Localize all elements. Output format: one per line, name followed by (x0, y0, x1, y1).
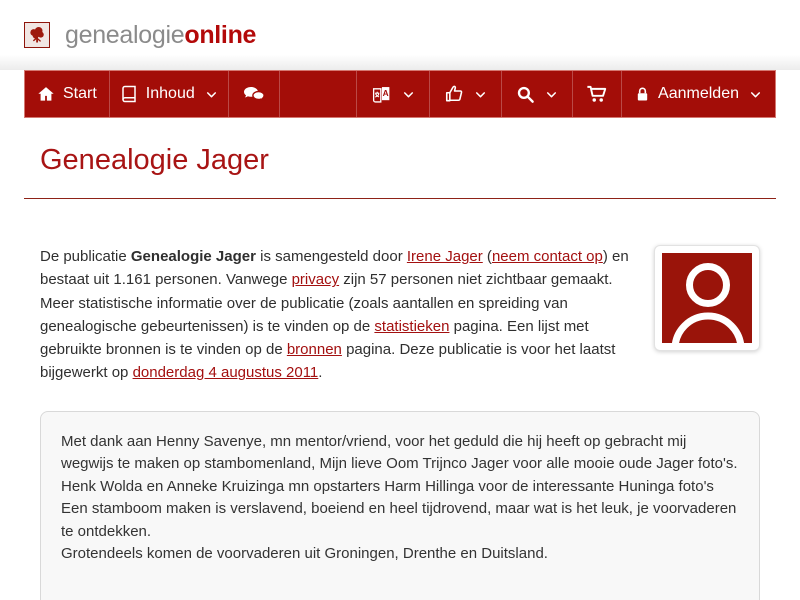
inline-link[interactable]: Irene Jager (406, 248, 483, 265)
nav-item-waardering[interactable] (430, 71, 502, 117)
brand-red: online (184, 20, 257, 49)
nav-label-inhoud: Inhoud (145, 85, 195, 102)
title-divider (24, 198, 776, 199)
inline-link[interactable]: bronnen (286, 341, 342, 358)
text-segment: pagina. Een lijst met gebruikte bronnen is te vinden op de (40, 317, 589, 358)
publication-avatar (654, 245, 760, 351)
thumbs-up-icon (444, 84, 464, 104)
nav-item-inhoud[interactable] (110, 71, 229, 117)
chevron-down-icon (749, 88, 762, 101)
text-segment: is samengesteld door (255, 248, 407, 265)
nav-item-winkelwagen[interactable] (573, 71, 622, 117)
site-logo[interactable] (24, 22, 50, 48)
nav-item-taal[interactable] (357, 71, 430, 117)
page-title: Genealogie Jager (40, 144, 269, 176)
inline-link[interactable]: donderdag 4 augustus 2011 (132, 364, 319, 382)
search-icon (516, 85, 535, 104)
tree-icon (27, 25, 47, 45)
book-icon (120, 85, 138, 103)
text-segment: . (318, 364, 323, 382)
quote-line: Een stamboom maken is verslavend, boeiend en heel tijdrovend, maar wat is het leuk, je voorvaderen te ontdekken. (61, 500, 737, 540)
chevron-down-icon (474, 88, 487, 101)
intro-paragraph (40, 245, 760, 385)
text-segment: Genealogie Jager (130, 248, 256, 265)
chevron-down-icon (205, 88, 218, 101)
dedication-quote (40, 411, 760, 600)
lock-icon (635, 86, 650, 103)
nav-spacer (280, 71, 357, 117)
nav-item-aanmelden[interactable] (622, 71, 775, 117)
nav-label-start: Start (63, 85, 97, 102)
nav-label-aanmelden: Aanmelden (658, 85, 739, 102)
brand-gray: genealogie (65, 20, 185, 49)
site-header (0, 0, 800, 70)
home-icon (37, 85, 55, 103)
inline-link[interactable]: statistieken (374, 317, 450, 335)
text-segment: ( (482, 248, 492, 265)
chevron-down-icon (402, 88, 415, 101)
svg-text:A: A (382, 87, 389, 98)
cart-icon (586, 83, 608, 105)
nav-item-start[interactable] (25, 71, 110, 117)
nav-item-reacties[interactable] (229, 71, 280, 117)
text-segment: ) en bestaat uit 1.161 personen. Vanwege (40, 248, 629, 289)
inline-link[interactable]: privacy (291, 271, 340, 289)
intro-section (40, 245, 760, 385)
brand-wordmark[interactable] (65, 21, 256, 50)
quote-line: Met dank aan Henny Savenye, mn mentor/vriend, voor het geduld die hij heeft op gebracht mij wegwijs te maken op stambomenland, Mijn lieve Oom Trijnco Jager voor alle mooie oude Jager foto's. Henk Wolda en Anneke Kruizinga mn opstarters Harm Hillinga voor de interessante Huninga foto's (61, 432, 738, 495)
language-icon (371, 84, 392, 105)
person-icon (662, 253, 752, 343)
text-segment: zijn 57 personen niet zichtbaar gemaakt. Meer statistische informatie over de publicatie (zoals aantallen en spreiding van genealogische gebeurtenissen) is te vinden op de (40, 271, 613, 335)
comments-icon (242, 82, 266, 106)
text-segment: De publicatie (40, 248, 131, 265)
nav-item-zoeken[interactable] (502, 71, 573, 117)
quote-line: Grotendeels komen de voorvaderen uit Groningen, Drenthe en Duitsland. (61, 545, 548, 562)
chevron-down-icon (545, 88, 558, 101)
text-segment: pagina. Deze publicatie is voor het laatst bijgewerkt op (40, 341, 616, 382)
inline-link[interactable]: neem contact op (491, 248, 603, 265)
main-nav (24, 70, 776, 118)
